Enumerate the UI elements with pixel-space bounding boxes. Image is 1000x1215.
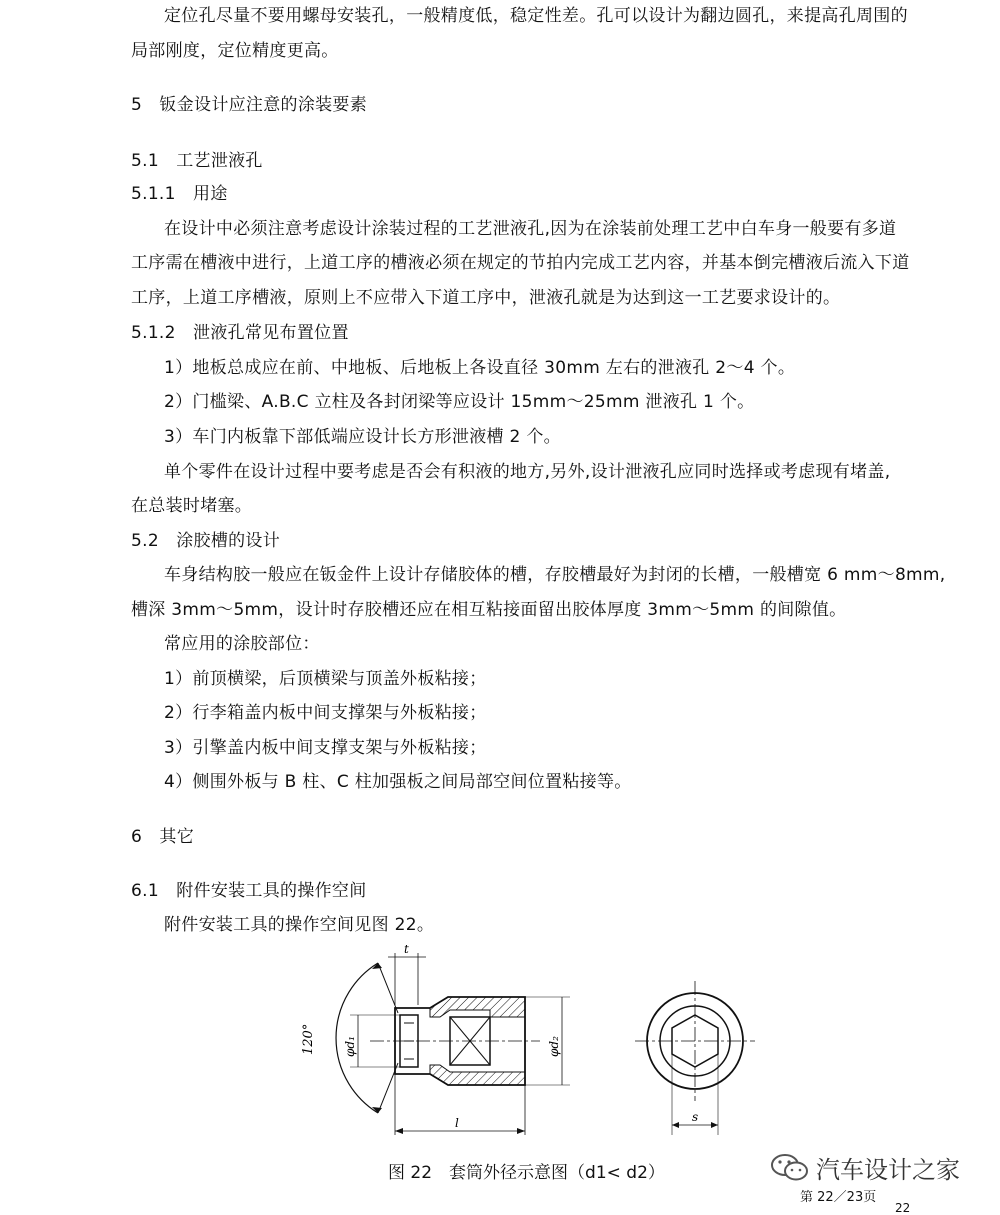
watermark: [770, 1150, 960, 1185]
section-heading: 5.1.2 泄液孔常见布置位置: [131, 323, 349, 343]
section-heading: 5.1 工艺泄液孔: [131, 151, 263, 171]
section-heading: 5.2 涂胶槽的设计: [131, 531, 281, 551]
list-item: 2）门槛梁、A.B.C 立柱及各封闭梁等应设计 15mm～25mm 泄液孔 1 个。: [164, 392, 755, 412]
text-line: 在设计中必须注意考虑设计涂装过程的工艺泄液孔,因为在涂装前处理工艺中白车身一般要有多道: [164, 219, 897, 239]
text-line: 车身结构胶一般应在钣金件上设计存储胶体的槽，存胶槽最好为封闭的长槽，一般槽宽 6 mm～8mm,: [164, 565, 946, 585]
dim-l-label: l: [455, 1116, 459, 1130]
dim-d2-label: φd₂: [547, 1036, 561, 1057]
text-line: 工序需在槽液中进行，上道工序的槽液必须在规定的节拍内完成工艺内容，并基本倒完槽液后流入下道: [131, 253, 910, 273]
angle-label: 120°: [301, 1023, 316, 1055]
text-line: 常应用的涂胶部位：: [164, 634, 320, 654]
list-item: 1）前顶横梁，后顶横梁与顶盖外板粘接；: [164, 669, 487, 689]
text-line: 单个零件在设计过程中要考虑是否会有积液的地方,另外,设计泄液孔应同时选择或考虑现有堵盖,: [164, 462, 891, 482]
page-number-cut: 22: [895, 1201, 911, 1215]
watermark-text: 汽车设计之家: [816, 1156, 960, 1184]
list-item: 1）地板总成应在前、中地板、后地板上各设直径 30mm 左右的泄液孔 2～4 个。: [164, 358, 796, 378]
section-heading: 5.1.1 用途: [131, 184, 228, 204]
dim-s-label: s: [692, 1110, 699, 1124]
figure-caption: 图 22 套筒外径示意图（d1< d2）: [388, 1163, 665, 1183]
text-line: 工序，上道工序槽液，原则上不应带入下道工序中，泄液孔就是为达到这一工艺要求设计的。: [131, 288, 841, 308]
list-item: 4）侧围外板与 B 柱、C 柱加强板之间局部空间位置粘接等。: [164, 772, 632, 792]
list-item: 3）车门内板靠下部低端应设计长方形泄液槽 2 个。: [164, 427, 561, 447]
text-line: 附件安装工具的操作空间见图 22。: [164, 915, 435, 935]
dim-d1-label: φd₁: [343, 1036, 357, 1057]
text-line: 定位孔尽量不要用螺母安装孔，一般精度低，稳定性差。孔可以设计为翻边圆孔，来提高孔周围的: [164, 6, 908, 26]
section-heading: 6 其它: [131, 827, 195, 847]
text-line: 在总装时堵塞。: [131, 496, 253, 516]
section-heading: 5 钣金设计应注意的涂装要素: [131, 95, 368, 115]
dim-t-label: t: [404, 945, 409, 956]
page-number: 第 22／23页: [800, 1190, 877, 1205]
wechat-icon: [770, 1152, 810, 1184]
list-item: 2）行李箱盖内板中间支撑架与外板粘接；: [164, 703, 487, 723]
text-line: 局部刚度，定位精度更高。: [131, 41, 339, 61]
list-item: 3）引擎盖内板中间支撑支架与外板粘接；: [164, 738, 487, 758]
section-heading: 6.1 附件安装工具的操作空间: [131, 881, 367, 901]
text-line: 槽深 3mm～5mm，设计时存胶槽还应在相互粘接面留出胶体厚度 3mm～5mm 的间隙值。: [131, 600, 847, 620]
socket-diagram: [300, 945, 760, 1145]
